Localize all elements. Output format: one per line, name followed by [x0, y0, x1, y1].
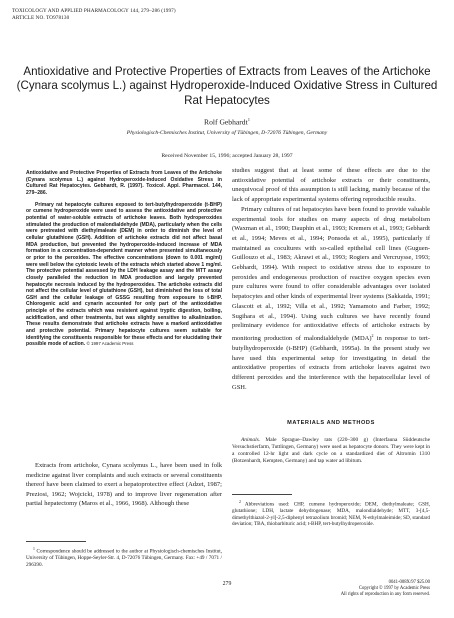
- abstract-text: Primary rat hepatocyte cultures exposed to tert-butylhydroperoxide (t-BHP) or cumene hydroperoxide were used to assess the antioxidative and protective potential of water-soluble extracts of artichoke leaves. Both hydroperoxides stimulated the production of malondialdehyde (MDA), particularly when the cells were pretreated with diethylmaleate (DEM) in order to diminish the level of cellular glutathione (GSH). Addition of artichoke extracts did not affect basal MDA production, but prevented the hydroperoxide-induced increase of MDA formation in a concentration-dependent manner when presented simultaneously or prior to the peroxides. The effective concentrations (down to 0.001 mg/ml) were well below the cytotoxic levels of the extracts which started above 1 mg/ml. The protective potential assessed by the LDH leakage assay and the MTT assay closely paralleled the reduction in MDA production and largely prevented hepatocyte necrosis induced by the hydroperoxides. The artichoke extracts did not affect the cellular level of glutathione (GSH), but diminished the loss of total GSH and the cellular leakage of GSSG resulting from exposure to t-BHP. Chlorogenic acid and cynarin accounted for only part of the antioxidative principle of the extracts which was resistent against tryptic digestion, boiling, acidification, and other treatments, but was slightly sensitive to alkalinization. These results demonstrate that artichoke extracts have a marked antioxidative and protective potential. Primary hepatocyte cultures seem suitable for identifying the constituents responsible for these effects and for elucidating their possible mode of action.: [26, 201, 222, 348]
- animals-text: Male Sprague–Dawley rats (220–300 g) (Interfauna Süddeutsche Versuchstierfarm, Tuttlingen, Germany) were used as hepatocyte donors. They were kept in a controlled 12-hr light and dark cycle on a standardized diet of Altromin 1310 (Botzenhardt, Kempten, Germany) and tap water ad libitum.: [232, 437, 430, 464]
- page-number: 279: [222, 581, 232, 587]
- abstract-citation: Antioxidative and Protective Properties of Extracts from Leaves of the Artichoke (Cynara scolymus L.) against Hydroperoxide-Induced Oxidative Stress in Cultured Rat Hepatocytes. Gebhardt, R. (1997). Toxicol. Appl. Pharmacol. 144, 279–286.: [26, 170, 222, 196]
- copyright-block: [250, 580, 430, 597]
- footnote-rule-right: [232, 494, 292, 495]
- footnote-rule-left: [26, 541, 86, 542]
- right-column: [232, 166, 430, 392]
- running-header: [12, 8, 176, 21]
- footnote-correspondence-text: Correspondence should be addressed to the author at Physiologisch-chemisches Institut, University of Tübingen, Hoppe-Seyler-Str. 4, D-72076 Tübingen, Germany. Fax: +49 / 7071 / 296390.: [26, 548, 222, 568]
- footnote-abbreviations-text: Abbreviations used: CHP, cumene hydroperoxide; DEM, diethylmaleate; GSH, glutathione; LDH, lactate dehydrogenase; MDA, malondialdehyde; MTT, 3-[4,5-dimethylthiazol-2-yl]-2,5-diphenyl tetrazolium bromid; NEM, N-ethylmaleimide; SD, standard deviation; TBA, thiobarbituric acid; t-BHP, tert-butylhydroperoxide.: [232, 501, 431, 527]
- right-paragraph-2-end: in response to tert-butylhydroperoxide (t-BHP) (Gebhardt, 1995a). In the present study we have used this experimental setup for investigating in detail the antioxidative properties of extracts from artichoke leaves against two different peroxides and the interference with the hepatocellular level of GSH.: [232, 335, 430, 391]
- copyright-line: Copyright © 1997 by Academic Press: [358, 585, 430, 591]
- abstract-body: [26, 202, 222, 348]
- affiliation: Physiologisch-Chemisches Institut, University of Tübingen, D-72076 Tübingen, Germany: [126, 130, 328, 136]
- journal-header: TOXICOLOGY AND APPLIED PHARMACOLOGY 144, 279–286 (1997): [12, 8, 176, 14]
- paper-title: Antioxidative and Protective Properties of Extracts from Leaves of the Artichoke (Cynara scolymus L.) against Hydroperoxide-Induced Oxidative Stress in Cultured Rat Hepatocytes: [16, 65, 438, 107]
- author-name: Rolf Gebhardt: [204, 117, 248, 127]
- right-paragraph-2-text: Primary cultures of rat hepatocytes have been found to provide valuable experimental tools for studies on many aspects of drug metabolism (Waxman et al., 1990; Dauphin et al., 1993; Kremers et al., 1993; Gebhardt et al., 1994; Meves et al., 1994; Ponsoda et al., 1995), particularly if maintained as cocultures with so-called epithelial cell lines (Guguen-Guillouzo et al., 1983; Akrawi et al., 1993; Rogiers and Vercruysse, 1993; Gebhardt, 1994). With respect to oxidative stress due to exposure to peroxides and endogeneous production of reactive oxygen species even pure cultures were found to offer considerable advantages over isolated hepatocytes and other kinds of experimental liver systems (Sakkaida, 1991; Glascott et al., 1992; Villa et al., 1992; Yamamoto and Farber, 1992; Sugihara et al., 1994). Using such cultures we have recently found preliminary evidence for antioxidative effects of artichoke extracts by monitoring production of malondialdehyde (MDA): [232, 205, 430, 343]
- issn: 0041-008X/97 $25.00: [388, 580, 430, 585]
- animals-label: Animals.: [241, 437, 261, 443]
- animals-paragraph: [232, 437, 430, 465]
- author-line: [0, 117, 454, 127]
- abstract: [26, 170, 222, 450]
- introduction-paragraph: Extracts from artichoke, Cynara scolymus L., have been used in folk medicine against liver complaints and such extracts or several constituents thereof have been claimed to exert a hepatoprotective effect (Adzet, 1987; Preziosi, 1962; Wojcicki, 1978) and to improve liver regeneration after partial hepatectomy (Maros et al., 1966, 1968). Although these: [26, 462, 222, 508]
- right-paragraph-1: studies suggest that at least some of these effects are due to the antioxidative potential of artichoke extracts or their constituents, unequivocal proof of this assumption is still lacking, mainly because of the lack of appropriate experimental systems offering reproducible results.: [232, 167, 430, 204]
- right-paragraph-2: [232, 205, 430, 393]
- footnote-abbreviations: [232, 499, 430, 527]
- abbrev-footnote-mark: 2: [371, 332, 374, 338]
- author-footnote-mark: 1: [247, 117, 250, 122]
- rights-line: All rights of reproduction in any form reserved.: [340, 591, 430, 597]
- abstract-copyright: © 1997 Academic Press: [86, 341, 134, 347]
- received-date: Received November 15, 1996; accepted January 28, 1997: [161, 153, 293, 159]
- footnote-correspondence: [26, 546, 222, 568]
- footnote-mark-2: 2: [239, 500, 241, 504]
- footnote-mark-1: 1: [33, 547, 35, 551]
- section-heading: MATERIALS AND METHODS: [287, 420, 375, 426]
- article-number: ARTICLE NO. TO978130: [12, 14, 70, 21]
